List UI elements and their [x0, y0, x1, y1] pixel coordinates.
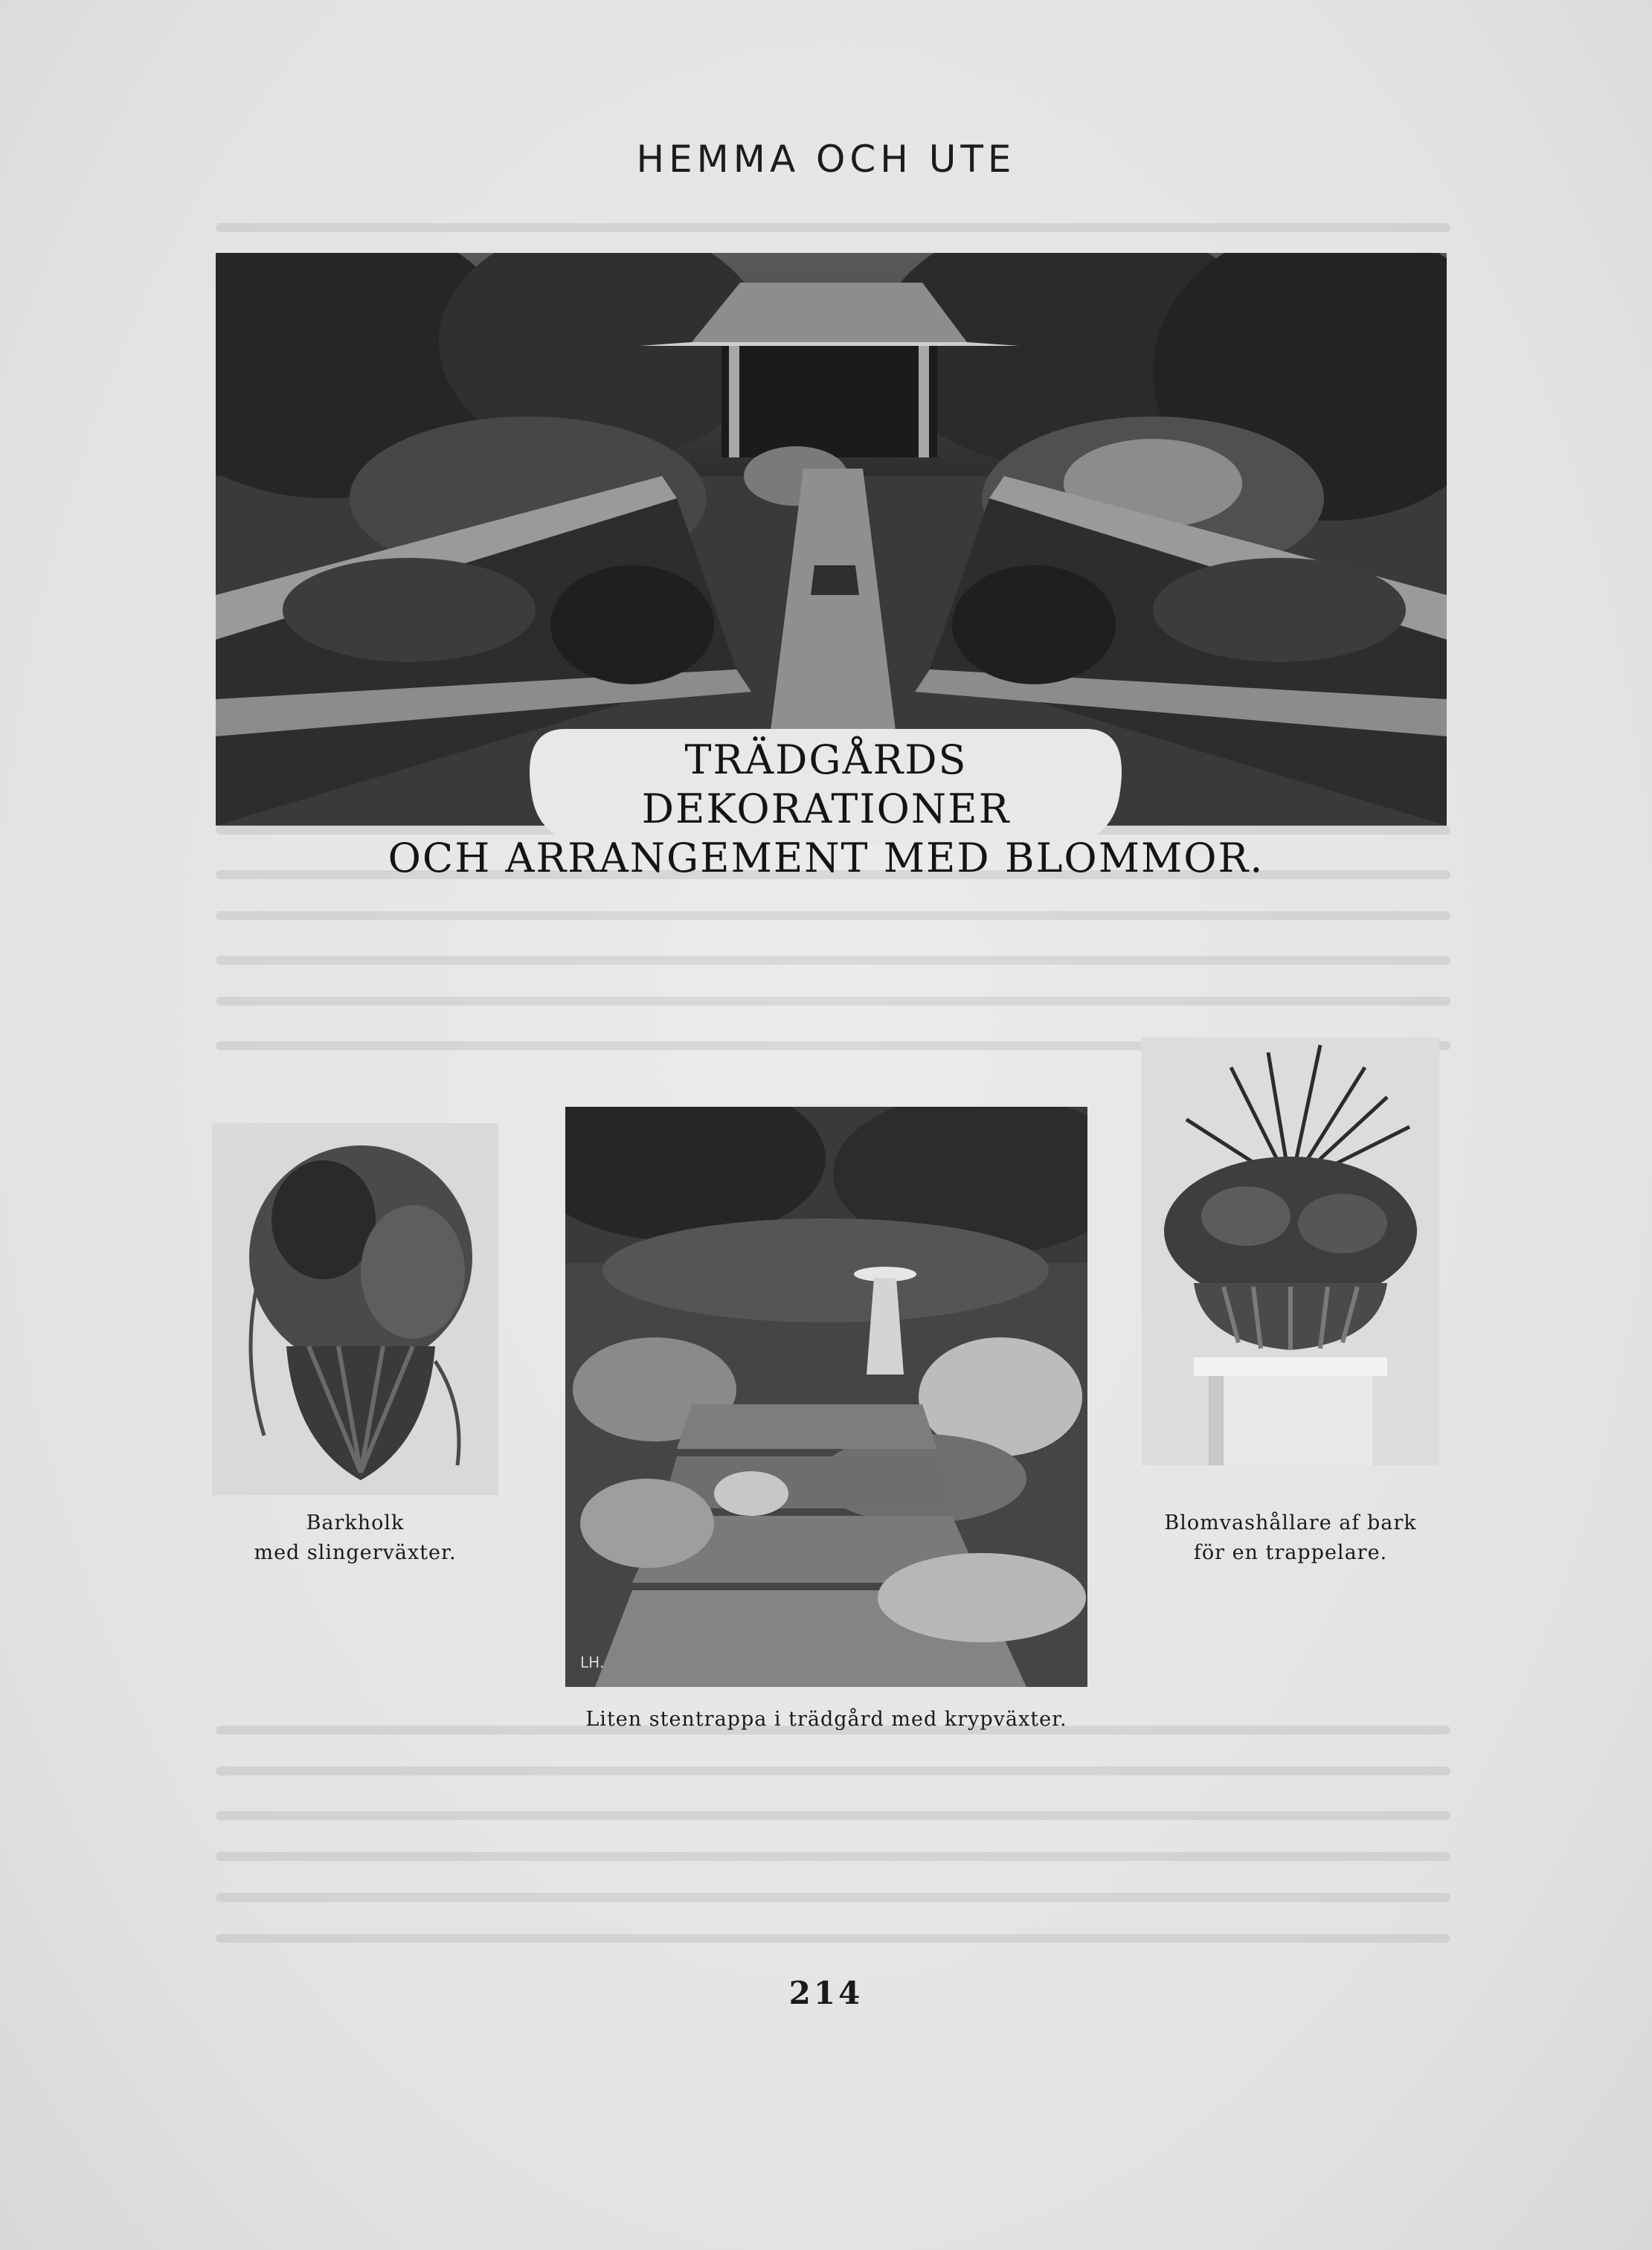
show-through-line	[216, 1811, 1450, 1820]
title-line-3: OCH ARRANGEMENT MED BLOMMOR.	[388, 835, 1264, 881]
stone-steps-photo	[565, 1107, 1087, 1687]
title-line-2: DEKORATIONER	[641, 785, 1011, 832]
center-caption	[521, 1705, 1132, 1735]
title-line-1: TRÄDGÅRDS	[684, 736, 968, 783]
article-title	[0, 736, 1652, 881]
left-caption-line-2: med slingerväxter.	[254, 1541, 457, 1564]
left-caption	[212, 1508, 498, 1568]
right-caption	[1142, 1508, 1439, 1568]
show-through-line	[216, 1852, 1450, 1861]
flower-holder-photo	[1142, 1038, 1439, 1465]
bark-planter-photo	[212, 1123, 498, 1495]
show-through-line	[216, 1934, 1450, 1943]
show-through-line	[216, 997, 1450, 1006]
left-caption-line-1: Barkholk	[306, 1511, 405, 1534]
center-caption-text: Liten stentrappa i trädgård med krypväxter.	[585, 1708, 1067, 1731]
page-number: 214	[788, 1975, 864, 2011]
stone-steps-image	[565, 1107, 1087, 1687]
running-head: HEMMA OCH UTE	[636, 138, 1016, 181]
photographer-mark: LH.	[580, 1653, 605, 1671]
bark-planter-image	[212, 1123, 498, 1495]
show-through-line	[216, 223, 1450, 232]
show-through-line	[216, 911, 1450, 920]
show-through-line	[216, 1893, 1450, 1902]
flower-holder-image	[1142, 1038, 1439, 1465]
right-caption-line-1: Blomvashållare af bark	[1164, 1511, 1417, 1534]
show-through-line	[216, 956, 1450, 965]
show-through-line	[216, 1767, 1450, 1775]
right-caption-line-2: för en trappelare.	[1193, 1541, 1388, 1564]
